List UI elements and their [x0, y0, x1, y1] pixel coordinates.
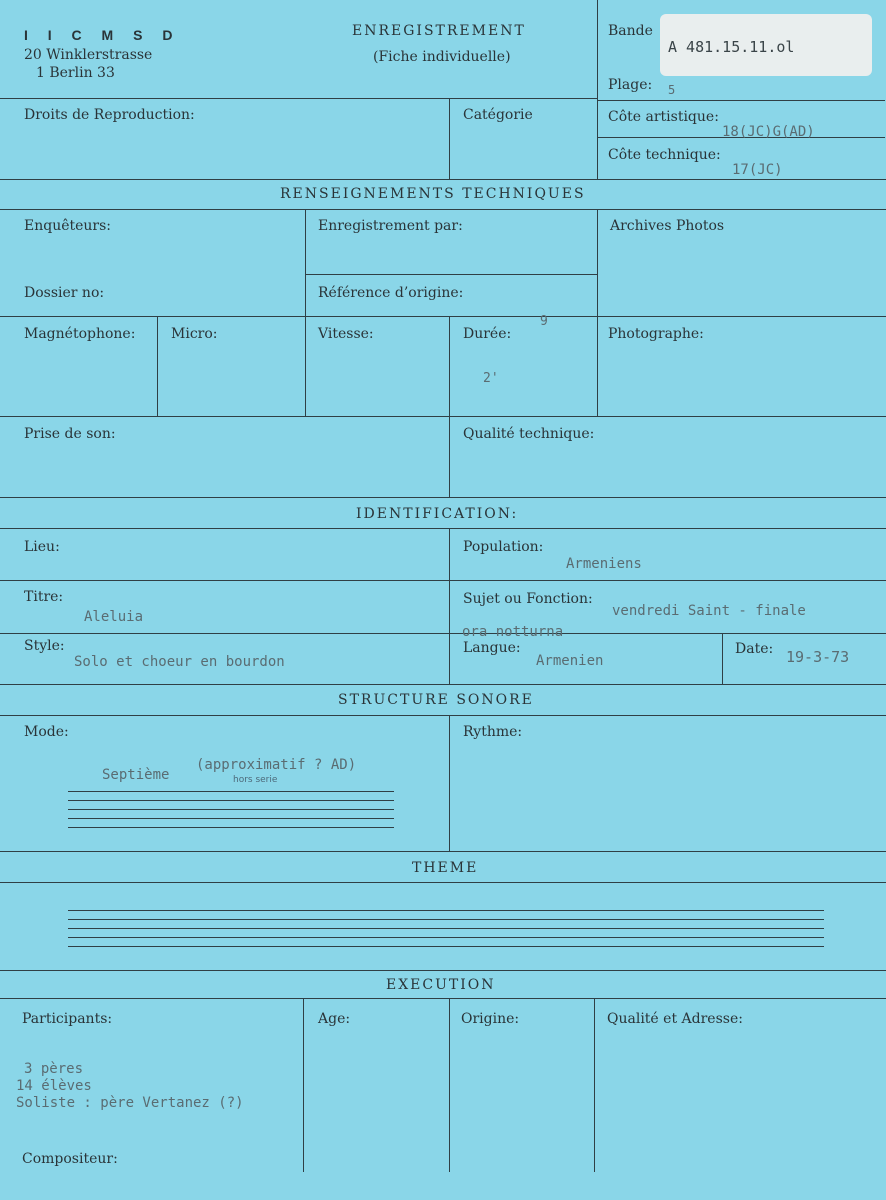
date-label: Date: — [735, 641, 774, 657]
theme-staff-line — [68, 937, 824, 938]
mode-value: Septième — [102, 767, 170, 783]
plage-label: Plage: — [608, 77, 653, 93]
rule — [0, 633, 886, 634]
rythme-label: Rythme: — [463, 724, 523, 740]
rule — [449, 715, 450, 851]
prise-label: Prise de son: — [24, 426, 116, 442]
form-subtitle: (Fiche individuelle) — [373, 49, 511, 65]
org-name: I I C M S D — [24, 27, 181, 43]
rule — [303, 998, 304, 1172]
rule — [722, 633, 723, 684]
section-heading-theme: THEME — [412, 860, 479, 876]
address-line-1: 20 Winklerstrasse — [24, 47, 153, 63]
sujet-label: Sujet ou Fonction: — [463, 591, 593, 607]
mode-label: Mode: — [24, 724, 69, 740]
mode-staff-line — [68, 800, 394, 801]
rule — [0, 179, 886, 180]
population-label: Population: — [463, 539, 544, 555]
rule — [597, 209, 598, 416]
theme-staff-line — [68, 928, 824, 929]
participants-label: Participants: — [22, 1011, 113, 1027]
rule — [597, 0, 598, 179]
theme-staff-line — [68, 919, 824, 920]
mode-handwritten-note: hors serie — [233, 775, 278, 785]
section-heading-execution: EXECUTION — [386, 977, 496, 993]
age-label: Age: — [318, 1011, 351, 1027]
categorie-label: Catégorie — [463, 107, 533, 123]
theme-staff-line — [68, 946, 824, 947]
rule — [157, 316, 158, 416]
qualite-adresse-label: Qualité et Adresse: — [607, 1011, 743, 1027]
photographe-label: Photographe: — [608, 326, 704, 342]
rule — [594, 998, 595, 1172]
rule — [449, 998, 450, 1172]
sujet-value: vendredi Saint - finale — [612, 603, 806, 619]
qualite-technique-label: Qualité technique: — [463, 426, 595, 442]
langue-value: Armenien — [536, 653, 604, 669]
sujet-value-2: ora notturna — [462, 624, 564, 640]
bande-value: A 481.15.11.ol — [668, 38, 795, 56]
enqueteurs-label: Enquêteurs: — [24, 218, 112, 234]
rule — [0, 98, 597, 99]
plage-value: 5 — [668, 83, 676, 97]
rule — [449, 528, 450, 684]
style-value: Solo et choeur en bourdon — [74, 654, 285, 670]
dossier-label: Dossier no: — [24, 285, 105, 301]
rule — [597, 100, 885, 101]
lieu-label: Lieu: — [24, 539, 60, 555]
rule — [0, 684, 886, 685]
form-title: ENREGISTREMENT — [352, 23, 526, 39]
rule — [449, 98, 450, 179]
origine-label: Origine: — [461, 1011, 520, 1027]
rule — [0, 209, 886, 210]
droits-label: Droits de Reproduction: — [24, 107, 195, 123]
duree-mark: 9 — [540, 314, 548, 329]
theme-staff-line — [68, 910, 824, 911]
cote-technique-value: 17(JC) — [732, 162, 783, 178]
duree-value: 2' — [483, 371, 499, 386]
rule — [0, 970, 886, 971]
enregistrement-par-label: Enregistrement par: — [318, 218, 463, 234]
compositeur-label: Compositeur: — [22, 1151, 118, 1167]
titre-label: Titre: — [24, 589, 64, 605]
section-heading-structure: STRUCTURE SONORE — [338, 692, 534, 708]
rule — [305, 274, 597, 275]
rule — [0, 715, 886, 716]
rule — [449, 316, 450, 497]
rule — [0, 528, 886, 529]
mode-staff-line — [68, 827, 394, 828]
mode-staff-line — [68, 818, 394, 819]
rule — [0, 416, 886, 417]
rule — [305, 209, 306, 416]
micro-label: Micro: — [171, 326, 218, 342]
mode-staff-line — [68, 809, 394, 810]
rule — [0, 580, 886, 581]
section-heading-identification: IDENTIFICATION: — [356, 506, 519, 522]
participants-line: 14 élèves — [16, 1078, 92, 1094]
rule — [0, 497, 886, 498]
rule — [0, 998, 886, 999]
address-line-2: 1 Berlin 33 — [36, 65, 115, 81]
archives-photos-label: Archives Photos — [610, 218, 725, 234]
magnetophone-label: Magnétophone: — [24, 326, 136, 342]
cote-technique-label: Côte technique: — [608, 147, 721, 163]
cote-artistique-label: Côte artistique: — [608, 109, 719, 125]
bande-label: Bande — [608, 23, 653, 39]
titre-value: Aleluia — [84, 609, 144, 625]
mode-note: (approximatif ? AD) — [196, 757, 357, 773]
date-value: 19-3-73 — [786, 648, 850, 666]
cote-artistique-value: 18(JC)G(AD) — [722, 124, 815, 140]
participants-line: 3 pères — [24, 1061, 84, 1077]
duree-label: Durée: — [463, 326, 512, 342]
mode-staff-line — [68, 791, 394, 792]
section-heading-technical: RENSEIGNEMENTS TECHNIQUES — [280, 186, 586, 202]
langue-label: Langue: — [463, 640, 521, 656]
rule — [0, 882, 886, 883]
population-value: Armeniens — [566, 556, 642, 572]
reference-label: Référence d’origine: — [318, 285, 464, 301]
style-label: Style: — [24, 638, 65, 654]
rule — [0, 316, 886, 317]
rule — [0, 851, 886, 852]
participants-line: Soliste : père Vertanez (?) — [16, 1095, 244, 1111]
vitesse-label: Vitesse: — [318, 326, 374, 342]
